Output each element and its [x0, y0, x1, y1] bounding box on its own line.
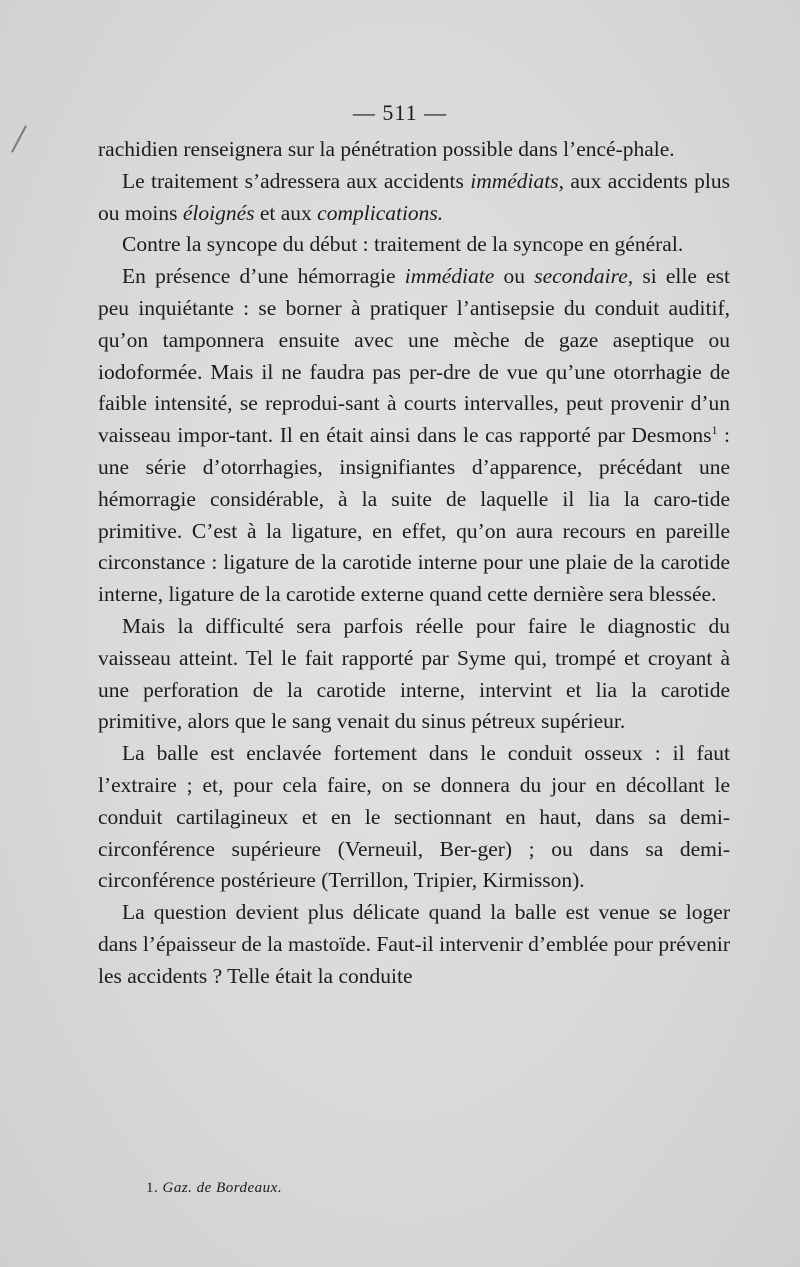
- italic-span: immédiate: [404, 264, 495, 289]
- text-span: En présence d’une hémorragie: [122, 264, 405, 289]
- italic-span: complications.: [317, 200, 444, 225]
- margin-pencil-mark: [11, 125, 27, 152]
- paragraph-5: Mais la difficulté sera parfois réelle pour faire le diagnostic du vaisseau atteint. Tel le fait rapporté par Syme qui, trompé et croyant à une perforation de la carotide interne, intervint et lia la carotide primitive, alors que le sang venait du sinus pétreux supérieur.: [98, 613, 730, 734]
- text-span: : une série d’otorrhagies, insignifiantes d’apparence, précédant une hémorragie considérable, à la suite de laquelle il lia la caro-tide primitive. C’est à la ligature, en effet, qu’on aura recours en pareille circonstance : ligature de la carotide interne pour une plaie de la carotide interne, ligature de la carotide externe quand cette dernière sera blessée.: [98, 423, 730, 607]
- footnote-number: 1.: [146, 1180, 159, 1196]
- paragraph-1: rachidien renseignera sur la pénétration possible dans l’encé-phale.: [98, 137, 675, 161]
- paragraph-2: [98, 166, 730, 230]
- paragraph-7: La question devient plus délicate quand la balle est venue se loger dans l’épaisseur de la mastoïde. Faut-il intervenir d’emblée pour prévenir les accidents ? Telle était la conduite: [98, 900, 730, 988]
- text-span: et aux: [254, 200, 318, 225]
- paragraph-6: La balle est enclavée fortement dans le conduit osseux : il faut l’extraire ; et, pour cela faire, on se donnera du jour en décollant le conduit cartilagineux et en le sectionnant en haut, dans sa demi-circonférence supérieure (Verneuil, Ber-ger) ; ou dans sa demi-circonférence postérieure (Terrillon, Tripier, Kirmisson).: [98, 741, 730, 893]
- body-text: [98, 134, 730, 993]
- italic-span: immédiats,: [470, 168, 564, 193]
- footnote: [146, 1180, 706, 1197]
- text-span: si elle est peu inquiétante : se borner à pratiquer l’antisepsie du conduit auditif, qu’on tamponnera ensuite avec une mèche de gaze aseptique ou iodoformée. Mais il ne faudra pas per-dre de vue qu’une otorrhagie de faible intensité, se reprodui-sant à courts intervalles, peut provenir d’un vaisseau impor-tant. Il en était ainsi dans le cas rapporté par Desmons: [98, 264, 730, 448]
- paragraph-4: [98, 261, 730, 611]
- text-span: Le traitement s’adressera aux accidents: [122, 168, 471, 193]
- text-span: aux accidents plus ou moins: [98, 168, 730, 225]
- page-number: — 511 —: [352, 100, 448, 125]
- text-span: ou: [494, 264, 535, 289]
- paragraph-3: Contre la syncope du début : traitement de la syncope en général.: [122, 232, 684, 257]
- footnote-text: Gaz. de Bordeaux.: [162, 1180, 283, 1196]
- footnote-reference: 1: [711, 423, 718, 438]
- italic-span: éloignés: [182, 200, 255, 225]
- italic-span: secondaire,: [534, 264, 634, 289]
